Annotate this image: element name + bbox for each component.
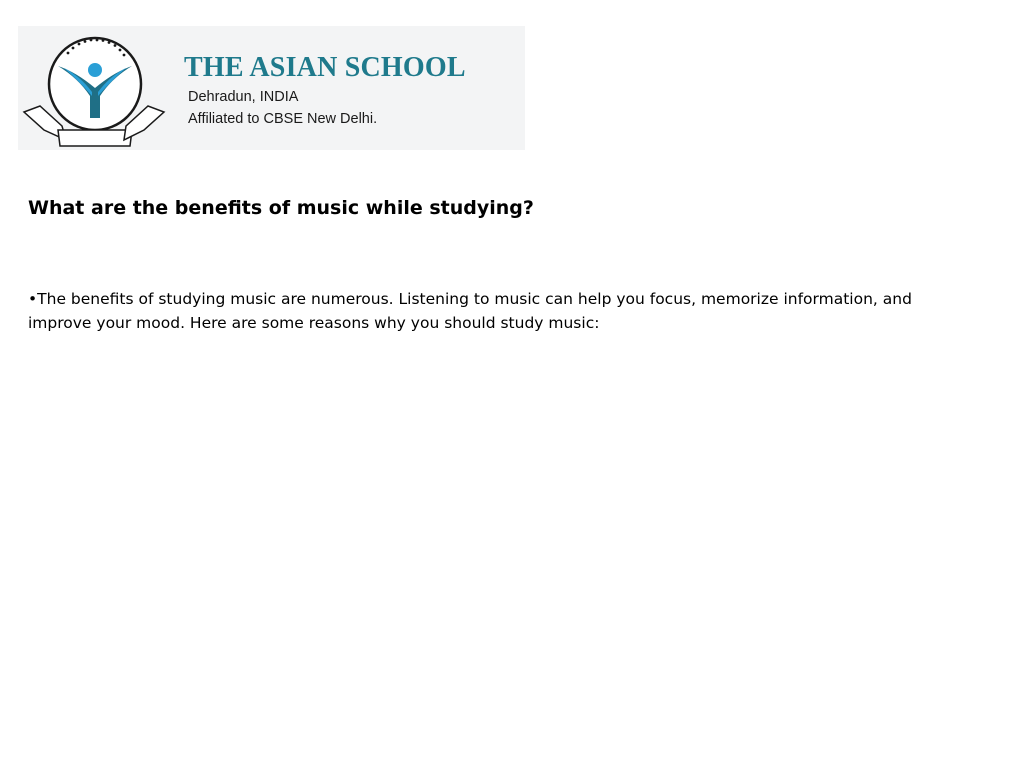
school-location: Dehradun, INDIA bbox=[188, 89, 299, 105]
paragraph-text: The benefits of studying music are numerous. Listening to music can help you focus, memorize information, and improve your mood. Here are some reasons why you should study music: bbox=[28, 290, 912, 332]
slide-heading: What are the benefits of music while studying? bbox=[28, 197, 534, 219]
school-affiliation: Affiliated to CBSE New Delhi. bbox=[188, 111, 378, 127]
school-logo-banner bbox=[18, 26, 525, 150]
school-emblem-icon bbox=[18, 26, 168, 150]
slide-paragraph bbox=[28, 287, 978, 335]
bullet-marker: • bbox=[28, 290, 38, 308]
school-name: THE ASIAN SCHOOL bbox=[184, 52, 466, 83]
